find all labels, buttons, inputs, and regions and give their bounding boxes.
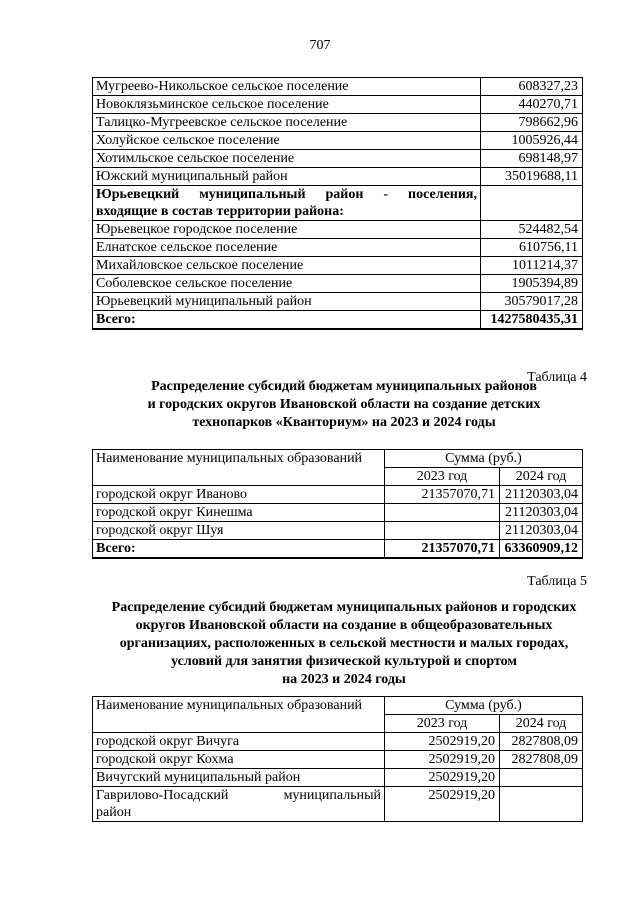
section-header-line: Юрьевецкий муниципальный район - поселения, [96, 187, 477, 202]
table-row [93, 733, 583, 751]
cell-name: Мугреево-Никольское сельское поселение [93, 78, 481, 96]
section-header-row [93, 186, 583, 221]
cell-name: городской округ Кохма [93, 751, 385, 769]
heading-line: и городских округов Ивановской области на создание детских [147, 397, 541, 412]
table-row [93, 239, 583, 257]
total-label: Всего: [93, 540, 385, 559]
table-row [93, 751, 583, 769]
heading-line: на 2023 и 2024 годы [282, 672, 406, 687]
cell-year1 [385, 504, 500, 522]
table-row [93, 522, 583, 540]
cell-name: Вичугский муниципальный район [93, 769, 385, 787]
cell-year2 [500, 769, 583, 787]
cell-name: Хотимльское сельское поселение [93, 150, 481, 168]
cell-name: Соболевское сельское поселение [93, 275, 481, 293]
header-row [93, 697, 583, 715]
heading-line: организациях, расположенных в сельской местности и малых городах, [119, 636, 569, 651]
section-header-line: входящие в состав территории района: [96, 204, 344, 219]
cell-value: 1005926,44 [481, 132, 583, 150]
table-subsidies-continued [92, 77, 583, 330]
total-value: 1427580435,31 [481, 311, 583, 330]
page-number: 707 [309, 38, 331, 53]
table-row [93, 504, 583, 522]
table-row [93, 275, 583, 293]
col-header-year1: 2023 год [385, 468, 500, 486]
table-row [93, 78, 583, 96]
heading-line: Распределение субсидий бюджетам муниципальных районов [151, 379, 537, 394]
total-year2: 63360909,12 [500, 540, 583, 559]
cell-year2 [500, 787, 583, 822]
cell-value: 608327,23 [481, 78, 583, 96]
cell-value: 440270,71 [481, 96, 583, 114]
cell-name: городской округ Кинешма [93, 504, 385, 522]
table-row [93, 96, 583, 114]
heading-line: округов Ивановской области на создание в общеобразовательных [135, 618, 553, 633]
table-row [93, 293, 583, 311]
cell-year1: 2502919,20 [385, 769, 500, 787]
cell-value: 798662,96 [481, 114, 583, 132]
table-row [93, 257, 583, 275]
cell-name: городской округ Иваново [93, 486, 385, 504]
col-header-name: Наименование муниципальных образований [93, 697, 385, 733]
header-row [93, 450, 583, 468]
table-5-caption: Таблица 5 [527, 574, 587, 589]
cell-value: 1011214,37 [481, 257, 583, 275]
cell-year2: 2827808,09 [500, 751, 583, 769]
table-row [93, 132, 583, 150]
table-4-caption: Таблица 4 [527, 370, 587, 385]
table-4-heading [80, 378, 608, 432]
cell-name: Талицко-Мугреевское сельское поселение [93, 114, 481, 132]
cell-name: Михайловское сельское поселение [93, 257, 481, 275]
col-header-sum: Сумма (руб.) [385, 697, 583, 715]
cell-name [93, 787, 385, 822]
col-header-year2: 2024 год [500, 715, 583, 733]
empty-cell [481, 186, 583, 221]
cell-year2: 21120303,04 [500, 522, 583, 540]
cell-value: 698148,97 [481, 150, 583, 168]
cell-name: Новоклязьминское сельское поселение [93, 96, 481, 114]
cell-name: городской округ Вичуга [93, 733, 385, 751]
table-row [93, 769, 583, 787]
cell-name: городской округ Шуя [93, 522, 385, 540]
table-row [93, 150, 583, 168]
table-5-heading [80, 599, 608, 689]
table-row [93, 168, 583, 186]
cell-year2: 2827808,09 [500, 733, 583, 751]
heading-line: Распределение субсидий бюджетам муниципальных районов и городских [111, 600, 577, 615]
table-row [93, 486, 583, 504]
cell-year2: 21120303,04 [500, 486, 583, 504]
table-4 [92, 449, 583, 559]
table-5 [92, 696, 583, 822]
cell-value: 1905394,89 [481, 275, 583, 293]
total-year1: 21357070,71 [385, 540, 500, 559]
col-header-name: Наименование муниципальных образований [93, 450, 385, 486]
cell-name: Елнатское сельское поселение [93, 239, 481, 257]
section-header-cell [93, 186, 481, 221]
cell-name: Южский муниципальный район [93, 168, 481, 186]
cell-name: Юрьевецкий муниципальный район [93, 293, 481, 311]
cell-name: Холуйское сельское поселение [93, 132, 481, 150]
cell-value: 610756,11 [481, 239, 583, 257]
cell-year1: 21357070,71 [385, 486, 500, 504]
cell-value: 30579017,28 [481, 293, 583, 311]
cell-year1: 2502919,20 [385, 787, 500, 822]
table-row [93, 114, 583, 132]
cell-name-line: район [96, 805, 132, 820]
cell-year1: 2502919,20 [385, 733, 500, 751]
table-row [93, 221, 583, 239]
heading-line: условий для занятия физической культурой и спортом [171, 654, 517, 669]
cell-year1: 2502919,20 [385, 751, 500, 769]
total-row [93, 311, 583, 330]
cell-name: Юрьевецкое городское поселение [93, 221, 481, 239]
col-header-sum: Сумма (руб.) [385, 450, 583, 468]
col-header-year2: 2024 год [500, 468, 583, 486]
total-label: Всего: [93, 311, 481, 330]
cell-year1 [385, 522, 500, 540]
cell-value: 35019688,11 [481, 168, 583, 186]
heading-line: технопарков «Кванториум» на 2023 и 2024 годы [192, 415, 496, 430]
col-header-year1: 2023 год [385, 715, 500, 733]
table-row [93, 787, 583, 822]
total-row [93, 540, 583, 559]
cell-value: 524482,54 [481, 221, 583, 239]
cell-name-line: Гаврилово-Посадский муниципальный [96, 788, 381, 803]
cell-year2: 21120303,04 [500, 504, 583, 522]
